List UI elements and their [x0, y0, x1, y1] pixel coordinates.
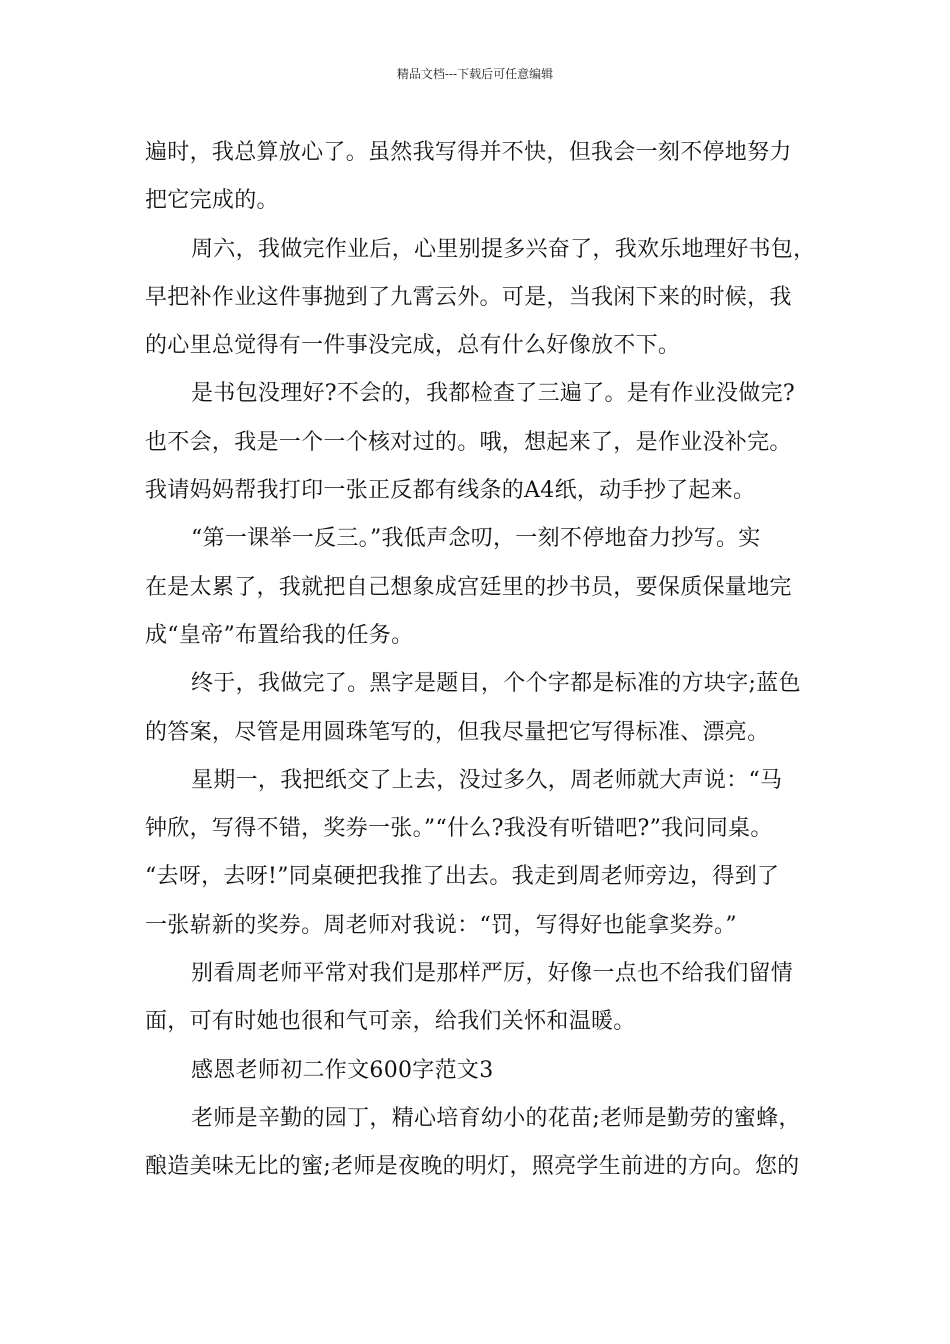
- text-line: 老师是辛勤的园丁，精心培育幼小的花苗;老师是勤劳的蜜蜂，: [191, 1105, 801, 1131]
- paragraph: [145, 226, 816, 371]
- text-line: 周六，我做完作业后，心里别提多兴奋了，我欢乐地理好书包，: [191, 236, 816, 262]
- text-line: 是书包没理好?不会的，我都检查了三遍了。是有作业没做完?: [191, 381, 795, 407]
- document-body: [145, 129, 816, 1192]
- text-line: 终于，我做完了。黑字是题目，个个字都是标准的方块字;蓝色: [191, 671, 801, 697]
- text-line: 感恩老师初二作文600字范文3: [191, 1057, 494, 1083]
- text-line: 也不会，我是一个一个核对过的。哦，想起来了，是作业没补完。: [145, 429, 792, 455]
- paragraph: [145, 370, 810, 515]
- text-line: 酿造美味无比的蜜;老师是夜晚的明灯，照亮学生前进的方向。您的: [145, 1154, 800, 1180]
- text-line: 我请妈妈帮我打印一张正反都有线条的A4纸，动手抄了起来。: [145, 478, 756, 504]
- text-line: “第一课举一反三。”我低声念叨，一刻不停地奋力抄写。实: [191, 526, 761, 552]
- text-line: 的心里总觉得有一件事没完成，总有什么好像放不下。: [145, 333, 681, 359]
- text-line: 钟欣，写得不错，奖券一张。”“什么?我没有听错吧?”我问同桌。: [145, 816, 773, 842]
- text-line: 别看周老师平常对我们是那样严厉，好像一点也不给我们留情: [191, 961, 794, 987]
- paragraph: [145, 129, 810, 226]
- text-line: 在是太累了，我就把自己想象成宫廷里的抄书员，要保质保量地完: [145, 574, 792, 600]
- text-line: “去呀，去呀!”同桌硬把我推了出去。我走到周老师旁边，得到了: [145, 864, 780, 890]
- text-line: 一张崭新的奖券。周老师对我说：“罚，写得好也能拿奖券。”: [145, 912, 737, 938]
- text-line: 的答案，尽管是用圆珠笔写的，但我尽量把它写得标准、漂亮。: [145, 719, 770, 745]
- text-line: 成“皇帝”布置给我的任务。: [145, 622, 414, 648]
- paragraph: [145, 1047, 810, 1095]
- page-header: 精品文档---下载后可任意编辑: [396, 67, 554, 81]
- text-line: 星期一，我把纸交了上去，没过多久，周老师就大声说：“马: [191, 767, 783, 793]
- text-line: 遍时，我总算放心了。虽然我写得并不快，但我会一刻不停地努力: [145, 140, 792, 165]
- text-line: 早把补作业这件事抛到了九霄云外。可是，当我闲下来的时候，我: [145, 284, 792, 310]
- paragraph: [145, 515, 810, 660]
- text-line: 面，可有时她也很和气可亲，给我们关怀和温暖。: [145, 1009, 636, 1035]
- paragraph: [145, 1095, 810, 1192]
- text-line: 把它完成的。: [145, 188, 279, 214]
- paragraph: [145, 660, 810, 757]
- paragraph: [145, 757, 810, 950]
- paragraph: [145, 950, 810, 1047]
